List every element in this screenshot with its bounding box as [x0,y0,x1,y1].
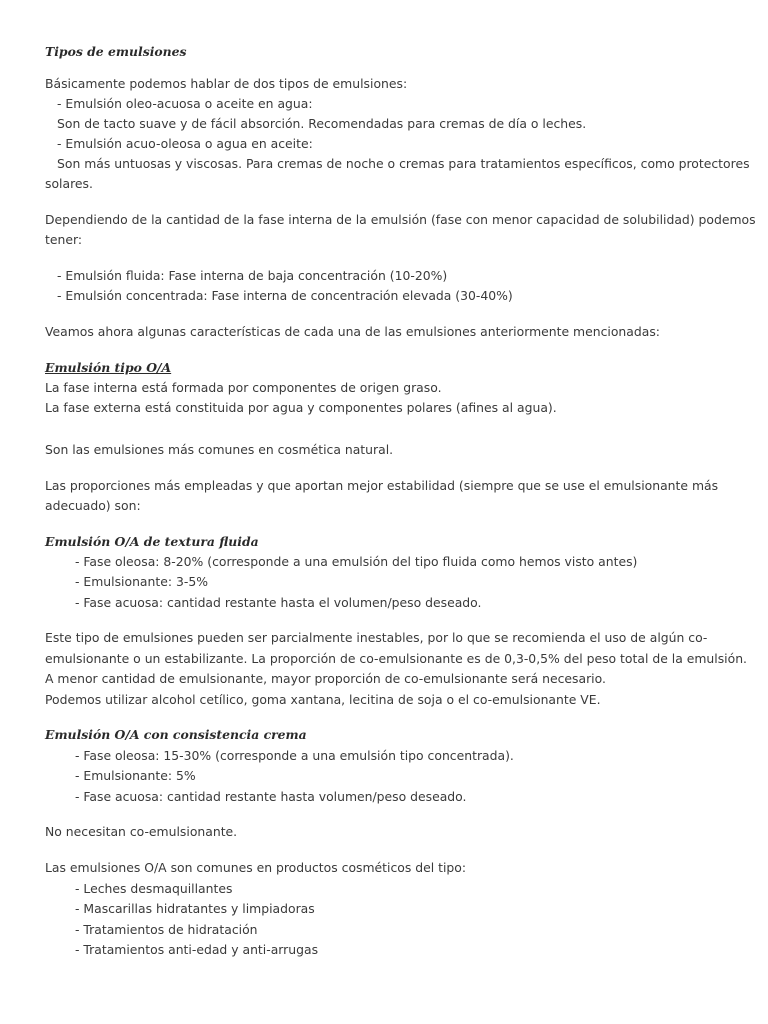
fluida-list-item: - Fase oleosa: 8-20% (corresponde a una emulsión del tipo fluida como hemos visto antes) [75,554,638,569]
proporciones-text-continued: adecuado) son: [45,498,141,513]
oa-line: La fase externa está constituida por agua y componentes polares (afines al agua). [45,400,557,415]
tipo-item-name: - Emulsión acuo-oleosa o agua en aceite: [57,136,313,151]
fase-list-item: - Emulsión concentrada: Fase interna de concentración elevada (30-40%) [57,288,513,303]
fase-intro-text: Dependiendo de la cantidad de la fase interna de la emulsión (fase con menor capacidad de solubilidad) podemos [45,212,756,227]
fluida-list-item: - Emulsionante: 3-5% [75,574,208,589]
oa-line: La fase interna está formada por componentes de origen graso. [45,380,442,395]
producto-list-item: - Leches desmaquillantes [75,881,233,896]
intro-text: Básicamente podemos hablar de dos tipos de emulsiones: [45,76,408,91]
tipo-item-desc: Son más untuosas y viscosas. Para cremas de noche o cremas para tratamientos específicos, como protectores [57,156,750,171]
crema-list-item: - Emulsionante: 5% [75,768,196,783]
veamos-text: Veamos ahora algunas características de cada una de las emulsiones anteriormente mencionadas: [45,324,660,339]
tipo-item-name: - Emulsión oleo-acuosa o aceite en agua: [57,96,313,111]
crema-list-item: - Fase acuosa: cantidad restante hasta volumen/peso deseado. [75,789,467,804]
comunes-text: Son las emulsiones más comunes en cosmética natural. [45,442,394,457]
inestables-line: Este tipo de emulsiones pueden ser parcialmente inestables, por lo que se recomienda el uso de algún co- [45,630,708,645]
crema-list-item: - Fase oleosa: 15-30% (corresponde a una emulsión tipo concentrada). [75,748,514,763]
fase-list-item: - Emulsión fluida: Fase interna de baja concentración (10-20%) [57,268,448,283]
fluida-list-item: - Fase acuosa: cantidad restante hasta el volumen/peso deseado. [75,595,482,610]
no-necesitan-text: No necesitan co-emulsionante. [45,824,238,839]
tipo-item-desc-continued: solares. [45,176,93,191]
inestables-line: emulsionante o un estabilizante. La proporción de co-emulsionante es de 0,3-0,5% del peso total de la emulsión. [45,651,747,666]
tipo-item-desc: Son de tacto suave y de fácil absorción. Recomendadas para cremas de día o leches. [57,116,587,131]
heading-oa-textura-fluida: Emulsión O/A de textura fluida [45,534,259,549]
heading-emulsion-tipo-oa: Emulsión tipo O/A [45,360,172,375]
productos-intro-text: Las emulsiones O/A son comunes en productos cosméticos del tipo: [45,860,467,875]
producto-list-item: - Mascarillas hidratantes y limpiadoras [75,901,315,916]
heading-oa-consistencia-crema: Emulsión O/A con consistencia crema [45,727,307,742]
fase-intro-text-continued: tener: [45,232,83,247]
proporciones-text: Las proporciones más empleadas y que aportan mejor estabilidad (siempre que se use el emulsionante más [45,478,719,493]
inestables-line: A menor cantidad de emulsionante, mayor proporción de co-emulsionante será necesario. [45,671,606,686]
producto-list-item: - Tratamientos anti-edad y anti-arrugas [75,942,319,957]
inestables-line: Podemos utilizar alcohol cetílico, goma xantana, lecitina de soja o el co-emulsionante VE. [45,692,601,707]
heading-tipos-de-emulsiones: Tipos de emulsiones [45,44,187,59]
producto-list-item: - Tratamientos de hidratación [75,922,258,937]
